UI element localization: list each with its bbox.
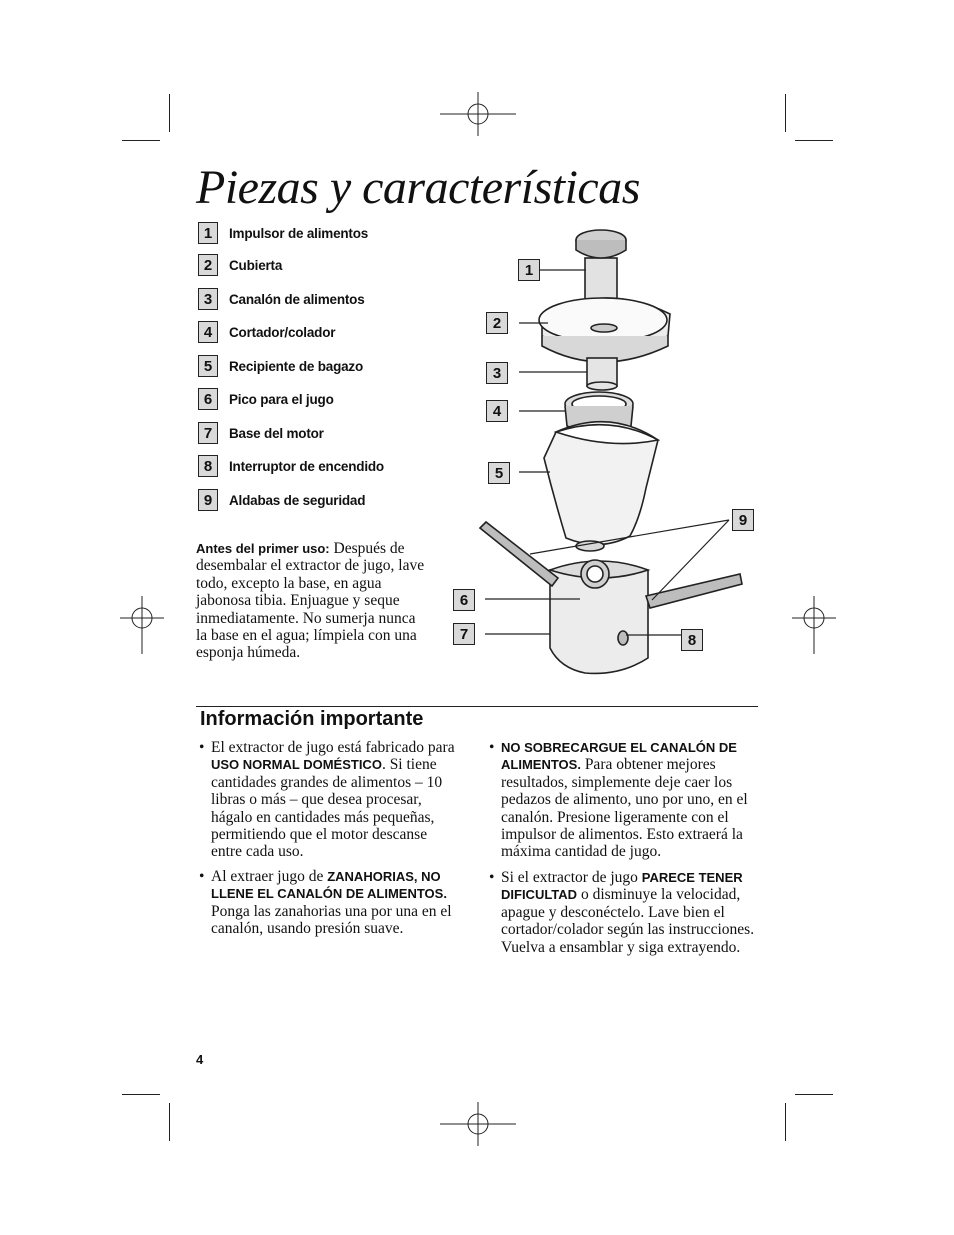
part-number: 4 — [198, 321, 218, 343]
bullet-icon: • — [199, 868, 205, 885]
list-item: • Si el extractor de jugo PARECE TENER DIFICULTAD o disminuye la velocidad, apague y desconéctelo. Lave bien el cortador/colador según las instrucciones. Vuelva a ensamblar y siga extrayendo. — [489, 869, 755, 956]
crop-mark — [169, 94, 170, 132]
part-number: 9 — [198, 489, 218, 511]
part-item — [198, 488, 365, 512]
registration-mark-icon — [440, 1102, 516, 1146]
crop-mark — [795, 140, 833, 141]
crop-mark — [122, 140, 160, 141]
part-label: Pico para el jugo — [229, 391, 334, 407]
part-label: Canalón de alimentos — [229, 291, 365, 307]
crop-mark — [169, 1103, 170, 1141]
part-number: 3 — [198, 288, 218, 310]
part-number: 8 — [198, 455, 218, 477]
diagram-callout-6: 6 — [453, 589, 475, 611]
part-label: Base del motor — [229, 425, 324, 441]
part-number: 2 — [198, 254, 218, 276]
crop-mark — [785, 1103, 786, 1141]
part-label: Cubierta — [229, 257, 283, 273]
part-label: Aldabas de seguridad — [229, 492, 366, 508]
part-item — [198, 421, 324, 445]
registration-mark-icon — [440, 92, 516, 138]
part-number: 1 — [198, 222, 218, 244]
bullet-icon: • — [489, 739, 495, 756]
part-label: Interruptor de encendido — [229, 458, 384, 474]
crop-mark — [785, 94, 786, 132]
part-label: Recipiente de bagazo — [229, 358, 364, 374]
part-number: 7 — [198, 422, 218, 444]
diagram-callout-5: 5 — [488, 462, 510, 484]
list-item: • El extractor de jugo está fabricado para USO NORMAL DOMÉSTICO. Si tiene cantidades grandes de alimentos – 10 libras o más – que desea procesar, hágalo en cantidades más pequeñas, permitiendo que el motor descanse entre cada uso. — [199, 739, 455, 861]
first-use-paragraph — [196, 540, 428, 662]
part-item — [198, 221, 368, 245]
registration-mark-icon — [120, 596, 164, 654]
crop-mark — [122, 1094, 160, 1095]
juicer-exploded-diagram — [470, 218, 770, 678]
part-item — [198, 387, 334, 411]
first-use-heading: Antes del primer uso: — [196, 541, 330, 556]
diagram-callout-8: 8 — [681, 629, 703, 651]
diagram-callout-3: 3 — [486, 362, 508, 384]
page-number: 4 — [196, 1052, 204, 1067]
first-use-text: Después de desembalar el extractor de jugo, lave todo, excepto la base, en agua jabonosa tibia. Enjuague y seque inmediatamente. No sumerja nunca la base en el agua; límpiela con una esponja húmeda. — [196, 540, 425, 662]
list-item: • Al extraer jugo de ZANAHORIAS, NO LLENE EL CANALÓN DE ALIMENTOS. Ponga las zanahorias una por una en el canalón, usando presión suave. — [199, 868, 452, 938]
registration-mark-icon — [792, 596, 836, 654]
crop-mark — [795, 1094, 833, 1095]
diagram-callout-4: 4 — [486, 400, 508, 422]
list-item: • NO SOBRECARGUE EL CANALÓN DE ALIMENTOS. Para obtener mejores resultados, simplemente deje caer los pedazos de alimento, uno por uno, en el canalón. Presione ligeramente con el impulsor de alimentos. Esto extraerá la máxima cantidad de jugo. — [489, 739, 748, 861]
diagram-callout-1: 1 — [518, 259, 540, 281]
page-title: Piezas y características — [196, 161, 640, 214]
diagram-callout-2: 2 — [486, 312, 508, 334]
part-number: 5 — [198, 355, 218, 377]
part-item — [198, 320, 335, 344]
diagram-callout-9: 9 — [732, 509, 754, 531]
part-number: 6 — [198, 388, 218, 410]
part-item — [198, 253, 282, 277]
section-divider — [196, 706, 758, 707]
part-item — [198, 287, 365, 311]
diagram-callout-7: 7 — [453, 623, 475, 645]
part-label: Impulsor de alimentos — [229, 225, 369, 241]
part-item — [198, 354, 363, 378]
part-label: Cortador/colador — [229, 324, 336, 340]
bullet-icon: • — [489, 869, 495, 886]
bullet-icon: • — [199, 739, 205, 756]
section-title: Información importante — [200, 708, 424, 730]
part-item — [198, 454, 384, 478]
